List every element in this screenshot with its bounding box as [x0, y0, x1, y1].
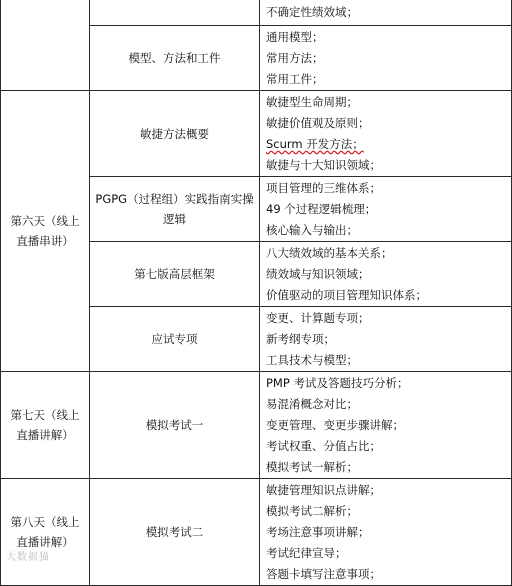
items-cell — [260, 372, 512, 479]
day-cell: 第八天（线上直播讲解） — [1, 479, 90, 586]
list-item: 敏捷型生命周期； — [266, 95, 358, 109]
table-row — [1, 91, 512, 177]
items-cell — [260, 242, 512, 307]
watermark-text: 大数据猫 — [6, 552, 50, 563]
list-item: 变更管理、变更步骤讲解； — [266, 418, 404, 432]
list-item: 项目管理的三维体系； — [266, 181, 381, 195]
list-item: 模拟考试一解析； — [266, 460, 358, 474]
list-item: PMP 考试及答题技巧分析； — [266, 376, 409, 390]
table-row — [1, 479, 512, 586]
list-item: 不确定性绩效域； — [266, 4, 358, 19]
list-item: 工具技术与模型； — [266, 353, 358, 367]
items-cell — [260, 177, 512, 242]
list-item: 考试纪律宣导； — [266, 546, 347, 560]
module-cell: 模拟考试一 — [90, 372, 260, 479]
items-cell — [260, 26, 512, 91]
module-cell: 第七版高层框架 — [90, 242, 260, 307]
list-item: 常用工件； — [266, 72, 324, 86]
module-cell: 模型、方法和工件 — [90, 26, 260, 91]
list-item: 变更、计算题专项； — [266, 311, 370, 325]
list-item: 核心输入与输出； — [266, 223, 358, 237]
list-item: 八大绩效域的基本关系； — [266, 246, 393, 260]
watermark — [6, 548, 50, 563]
module-cell: 敏捷方法概要 — [90, 91, 260, 177]
list-item: 绩效域与知识领域； — [266, 267, 370, 281]
list-item: 敏捷价值观及原则； — [266, 116, 370, 130]
list-item: 49 个过程逻辑梳理； — [266, 202, 377, 216]
list-item: Scurm 开发方法； — [266, 137, 364, 151]
list-item: 价值驱动的项目管理知识体系； — [266, 288, 427, 302]
list-item: 考试权重、分值占比； — [266, 439, 381, 453]
day-cell: 第七天（线上直播讲解） — [1, 372, 90, 479]
day-cell — [1, 0, 90, 91]
list-item: 答题卡填写注意事项； — [266, 567, 381, 581]
items-cell — [260, 479, 512, 586]
list-item: 通用模型； — [266, 30, 324, 44]
table-row — [1, 372, 512, 479]
module-cell — [90, 0, 260, 26]
list-item: 易混淆概念对比； — [266, 397, 358, 411]
items-cell — [260, 0, 512, 26]
list-item: 敏捷与十大知识领域； — [266, 158, 381, 172]
module-cell: 应试专项 — [90, 307, 260, 372]
table-row — [1, 0, 512, 26]
list-item: 常用方法； — [266, 51, 324, 65]
list-item: 敏捷管理知识点讲解； — [266, 483, 381, 497]
list-item: 模拟考试二解析； — [266, 504, 358, 518]
module-cell: PGPG（过程组）实践指南实操逻辑 — [90, 177, 260, 242]
day-cell: 第六天（线上直播串讲） — [1, 91, 90, 372]
items-cell — [260, 307, 512, 372]
items-cell — [260, 91, 512, 177]
list-item: 考场注意事项讲解； — [266, 525, 370, 539]
module-cell: 模拟考试二 — [90, 479, 260, 586]
list-item: 新考纲专项； — [266, 332, 335, 346]
